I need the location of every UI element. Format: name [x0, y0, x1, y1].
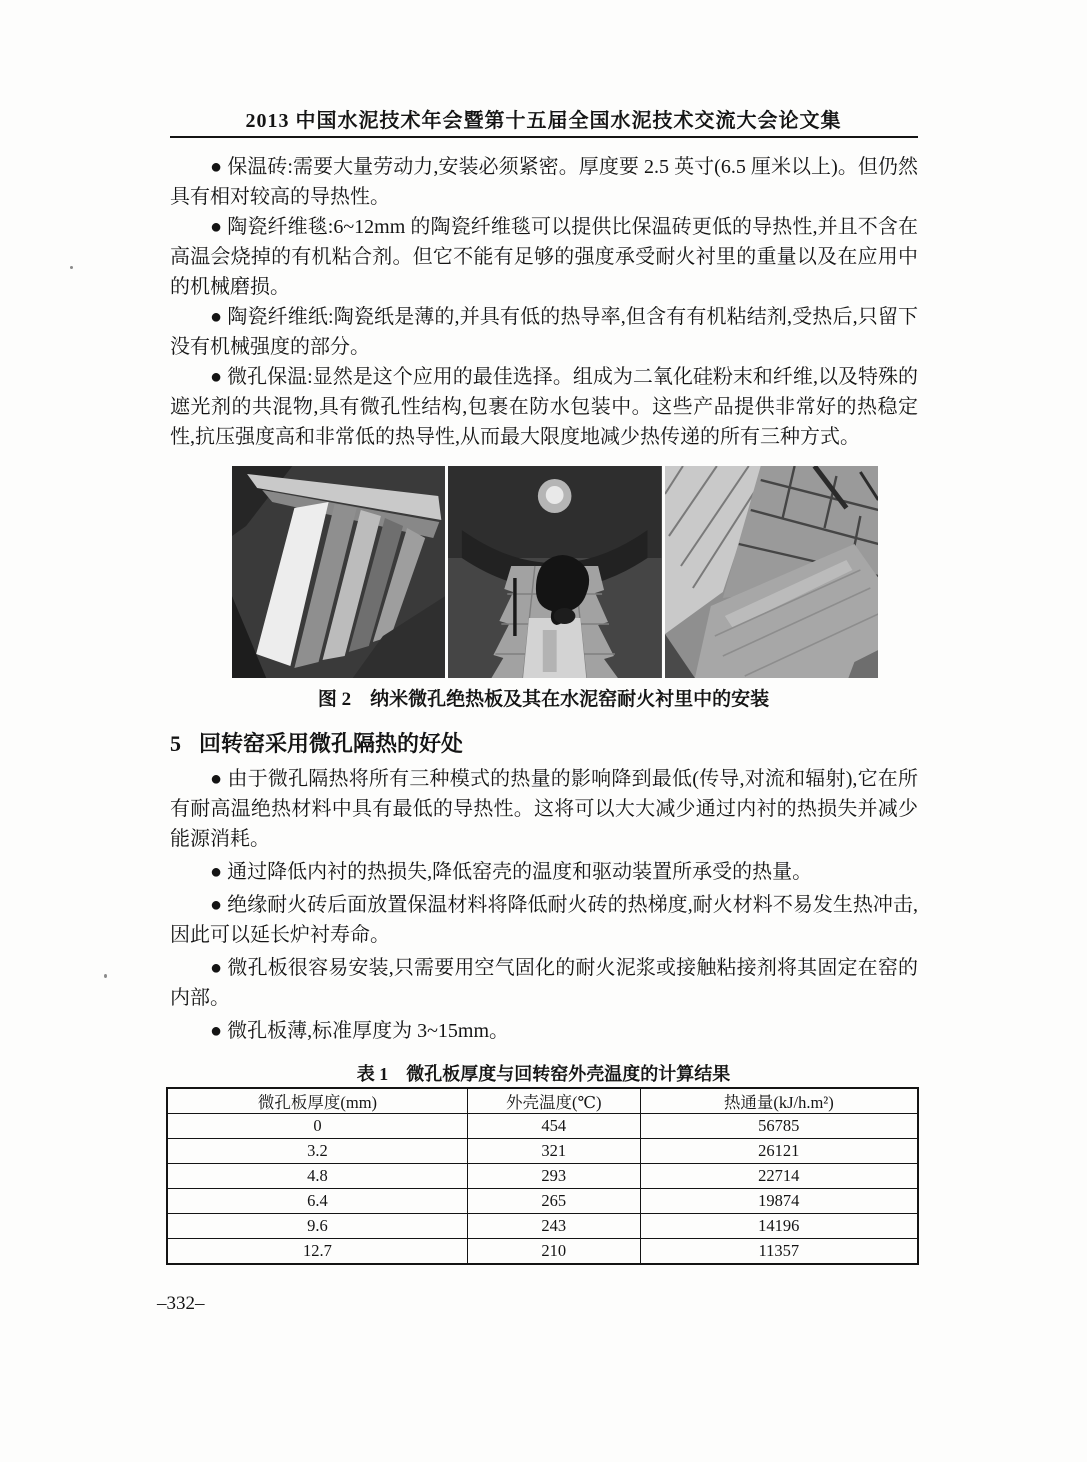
bullet-paragraph: ● 保温砖:需要大量劳动力,安装必须紧密。厚度要 2.5 英寸(6.5 厘米以上)。但仍然具有相对较高的导热性。 [170, 156, 918, 208]
figure-2-photo-strip [232, 466, 878, 678]
table-row [167, 1239, 918, 1265]
table-row [167, 1114, 918, 1139]
cell-thickness: 9.6 [167, 1214, 467, 1239]
table-row [167, 1189, 918, 1214]
header-rule [170, 136, 918, 138]
cell-shell-temp: 293 [467, 1164, 640, 1189]
bullet-paragraph: ● 陶瓷纤维毯:6~12mm 的陶瓷纤维毯可以提供比保温砖更低的导热性,并且不含在高温会烧掉的有机粘合剂。但它不能有足够的强度承受耐火衬里的重量以及在应用中的机械磨损。 [170, 216, 918, 298]
col-header-shell-temp: 外壳温度(℃) [467, 1088, 640, 1114]
col-header-thickness: 微孔板厚度(mm) [167, 1088, 467, 1114]
cell-shell-temp: 321 [467, 1139, 640, 1164]
scan-artifact [70, 266, 73, 269]
benefits-section [170, 764, 918, 1046]
table-row [167, 1214, 918, 1239]
cell-thickness: 0 [167, 1114, 467, 1139]
section-title: 回转窑采用微孔隔热的好处 [199, 731, 464, 756]
table-row [167, 1139, 918, 1164]
table-header-row [167, 1088, 918, 1114]
bullet-paragraph: ● 绝缘耐火砖后面放置保温材料将降低耐火砖的热梯度,耐火材料不易发生热冲击,因此可以延长炉衬寿命。 [170, 894, 918, 946]
bullet-paragraph: ● 微孔保温:显然是这个应用的最佳选择。组成为二氧化硅粉末和纤维,以及特殊的遮光剂的共混物,具有微孔性结构,包裹在防水包装中。这些产品提供非常好的热稳定性,抗压强度高和非常低的热导性,从而最大限度地减少热传递的所有三种方式。 [170, 366, 918, 448]
col-header-heat-flux: 热通量(kJ/h.m²) [640, 1088, 918, 1114]
cell-shell-temp: 243 [467, 1214, 640, 1239]
bullet-paragraph: ● 微孔板薄,标准厚度为 3~15mm。 [210, 1020, 510, 1042]
running-header: 2013 中国水泥技术年会暨第十五届全国水泥技术交流大会论文集 [245, 110, 842, 132]
cell-shell-temp: 210 [467, 1239, 640, 1265]
scan-artifact [104, 974, 107, 978]
bullet-paragraph: ● 微孔板很容易安装,只需要用空气固化的耐火泥浆或接触粘接剂将其固定在窑的内部。 [170, 957, 918, 1009]
cell-thickness: 12.7 [167, 1239, 467, 1265]
cell-shell-temp: 265 [467, 1189, 640, 1214]
section-5-heading [170, 727, 463, 758]
microporous-panels-photo [232, 466, 445, 678]
cell-heat-flux: 26121 [640, 1139, 918, 1164]
cell-thickness: 4.8 [167, 1164, 467, 1189]
cell-heat-flux: 11357 [640, 1239, 918, 1265]
table-row [167, 1164, 918, 1189]
figure-2-caption: 图 2 纳米微孔绝热板及其在水泥窑耐火衬里中的安装 [317, 689, 770, 710]
section-number: 5 [170, 731, 181, 756]
cell-heat-flux: 22714 [640, 1164, 918, 1189]
cell-thickness: 6.4 [167, 1189, 467, 1214]
table-1 [166, 1087, 919, 1265]
cell-heat-flux: 14196 [640, 1214, 918, 1239]
page-number: –332– [157, 1293, 205, 1314]
bullet-paragraph: ● 通过降低内衬的热损失,降低窑壳的温度和驱动装置所承受的热量。 [210, 861, 813, 883]
cell-heat-flux: 19874 [640, 1189, 918, 1214]
bullet-paragraph: ● 陶瓷纤维纸:陶瓷纸是薄的,并具有低的热导率,但含有有机粘结剂,受热后,只留下没有机械强度的部分。 [170, 306, 918, 358]
cell-shell-temp: 454 [467, 1114, 640, 1139]
table-1-title: 表 1 微孔板厚度与回转窑外壳温度的计算结果 [356, 1064, 731, 1084]
kiln-interior-photo [448, 466, 661, 678]
cell-thickness: 3.2 [167, 1139, 467, 1164]
brick-lining-photo [665, 466, 878, 678]
bullet-paragraph: ● 由于微孔隔热将所有三种模式的热量的影响降到最低(传导,对流和辐射),它在所有耐高温绝热材料中具有最低的导热性。这将可以大大减少通过内衬的热损失并减少能源消耗。 [170, 768, 918, 850]
cell-heat-flux: 56785 [640, 1114, 918, 1139]
materials-section [170, 152, 918, 452]
